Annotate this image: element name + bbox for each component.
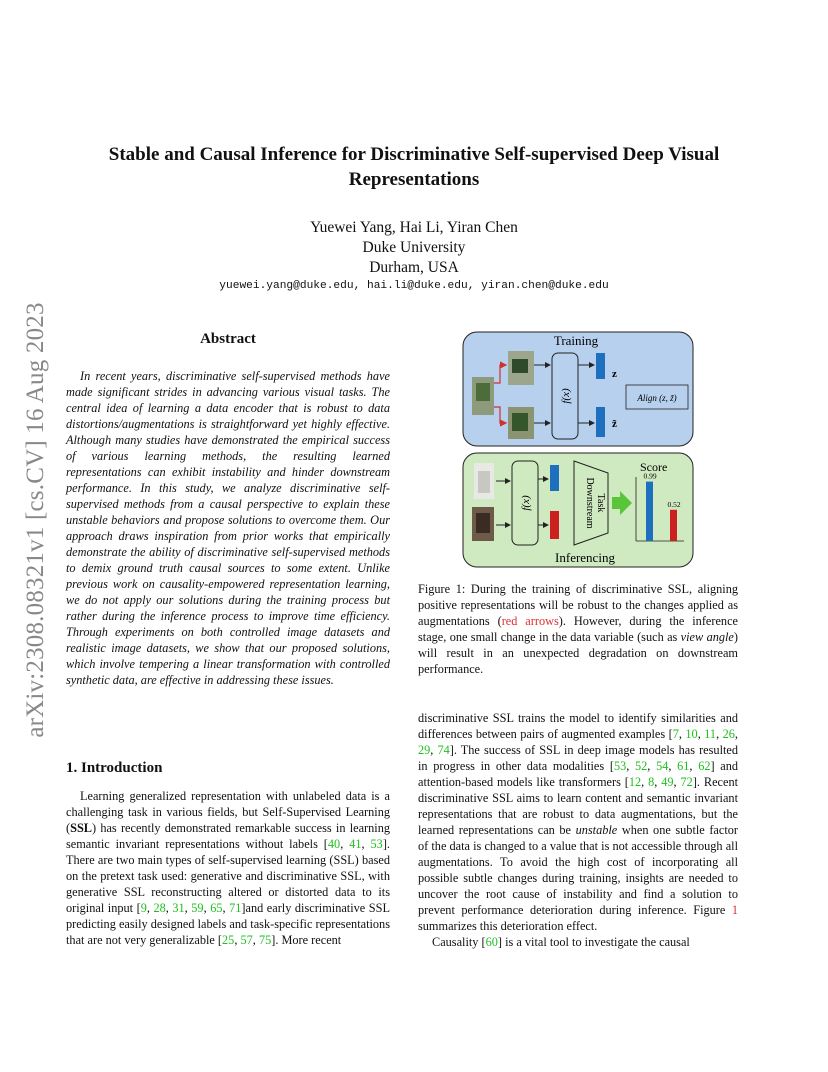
citation-link[interactable]: 53 — [613, 759, 627, 773]
citation-link[interactable]: 29 — [418, 743, 431, 757]
citation-link[interactable]: 12 — [628, 775, 642, 789]
score-label: Score — [640, 460, 668, 474]
embedding-bar-inference-1 — [550, 465, 559, 491]
score-bar-changed — [670, 510, 677, 541]
right-column-text: discriminative SSL trains the model to identify similarities and differences between pairs of augmented examples [7, 10, 11, 26, 29, 74]. The success of SSL in deep image models has resulted in progress in other data modalities [53, 52, 54, 61, 62] and attention-based models like transformers [12, 8, 49, 72]. Recent discriminative SSL aims to learn content and semantic invariant representations that are robust to data augmentations, but the learned representations can be unstable when one subtle factor of the data is changed to a value that is not accessible through all augmentations. To avoid the high cost of incorporating all possible subtle changes during training, insights are needed to uncover the root cause of instability and find a solution to prevent performance deterioration during inference. Figure 1 summarizes this deterioration effect. Causality [60] is a vital tool to investigate the causal — [418, 711, 739, 949]
citation-link[interactable]: 52 — [635, 759, 648, 773]
citation-link[interactable]: 62 — [698, 759, 711, 773]
z-label: z — [612, 368, 617, 380]
task-label: Task — [595, 493, 606, 513]
citation-link[interactable]: 53 — [370, 837, 383, 851]
author-emails: yuewei.yang@duke.edu, hai.li@duke.edu, yiran.chen@duke.edu — [219, 280, 609, 292]
citation-link[interactable]: 72 — [680, 775, 693, 789]
figure-1-diagram — [462, 331, 694, 569]
citation-link[interactable]: 71 — [229, 901, 242, 915]
downstream-label: Downstream — [584, 477, 595, 529]
training-label: Training — [553, 333, 599, 348]
citation-link[interactable]: 75 — [258, 933, 272, 947]
encoder-label-training: f(x) — [560, 388, 572, 404]
affiliation: Duke University — [362, 239, 466, 256]
score-value-changed: 0.52 — [667, 499, 681, 509]
embedding-z-tilde-bar — [596, 407, 605, 437]
citation-link[interactable]: 25 — [222, 933, 235, 947]
citation-link[interactable]: 40 — [327, 837, 341, 851]
citation-link[interactable]: 9 — [140, 901, 147, 915]
citation-link[interactable]: 54 — [656, 759, 669, 773]
citation-link[interactable]: 10 — [685, 727, 698, 741]
embedding-bar-inference-2 — [550, 511, 559, 539]
authors: Yuewei Yang, Hai Li, Yiran Chen — [310, 219, 518, 236]
embedding-z-bar — [596, 353, 605, 379]
citation-link[interactable]: 49 — [661, 775, 674, 789]
citation-link[interactable]: 60 — [485, 935, 498, 949]
section-heading-introduction: 1. Introduction — [66, 760, 163, 776]
citation-link[interactable]: 11 — [704, 727, 717, 741]
introduction-text: Learning generalized representation with unlabeled data is a challenging task in various fields, but Self-Supervised Learning (SSL) has recently demonstrated remarkable success in learning semantic invariant representations without labels [40, 41, 53]. There are two main types of self-supervised learning (SSL) based on the pretext task used: generative and discriminative SSL, with generative SSL reconstructing altered or distorted data to its original input [9, 28, 31, 59, 65, 71]and early discriminative SSL predicting easily designed labels and task-specific representations that are not very generalizable [25, 57, 75]. More recent — [66, 789, 390, 947]
encoder-label-inference: f(x) — [520, 495, 532, 511]
abstract-heading: Abstract — [200, 331, 256, 347]
citation-link[interactable]: 41 — [349, 837, 362, 851]
citation-link[interactable]: 28 — [153, 901, 166, 915]
z-tilde-label: z̃ — [612, 418, 617, 430]
score-value-original: 0.99 — [643, 471, 657, 481]
citation-link[interactable]: 65 — [210, 901, 223, 915]
citation-link[interactable]: 8 — [648, 775, 655, 789]
score-bar-original — [646, 482, 653, 541]
citation-link[interactable]: 61 — [677, 759, 690, 773]
citation-link[interactable]: 31 — [172, 901, 185, 915]
figure-reference-link[interactable]: 1 — [731, 903, 738, 917]
paper-title: Stable and Causal Inference for Discriminative Self-supervised Deep Visual Representations — [108, 144, 720, 190]
abstract-text: In recent years, discriminative self-supervised methods have made significant strides in advancing various visual tasks. The central idea of learning a data encoder that is robust to data distortions/augmentations is straightforward yet highly effective. Although many studies have demonstrated the empirical success of various learning methods, the resulting learned representations can exhibit instability and hinder downstream performance. In this study, we analyze discriminative self-supervised methods from a causal perspective to explain these unstable behaviors and propose solutions to overcome them. Our approach draws inspiration from prior works that empirically demonstrate the ability of discriminative self-supervised methods to demix ground truth causal sources to some extent. Unlike previous work on causality-empowered representation learning, we do not apply our solutions during the training process but rather during the inference process to improve time efficiency. Through experiments on both controlled image datasets and realistic image datasets, we show that our proposed solutions, which involve tempering a linear transformation with controlled synthetic data, are effective in addressing these issues. — [66, 369, 390, 687]
figure-1-caption: Figure 1: During the training of discriminative SSL, aligning positive representations will be robust to the changes applied as augmentations (red arrows). However, during the inference stage, one small change in the data variable (such as view angle) will result in an unexpected degradation on downstream performance. — [418, 582, 738, 676]
citation-link[interactable]: 26 — [722, 727, 735, 741]
citation-link[interactable]: 59 — [191, 901, 204, 915]
citation-link[interactable]: 74 — [437, 743, 450, 757]
author-block — [160, 218, 668, 278]
citation-link[interactable]: 7 — [672, 727, 679, 741]
citation-link[interactable]: 57 — [240, 933, 253, 947]
location: Durham, USA — [369, 259, 459, 276]
inferencing-label: Inferencing — [555, 550, 615, 565]
arxiv-stamp: arXiv:2308.08321v1 [cs.CV] 16 Aug 2023 — [22, 302, 49, 738]
align-label: Align (z, z̃) — [637, 393, 677, 403]
